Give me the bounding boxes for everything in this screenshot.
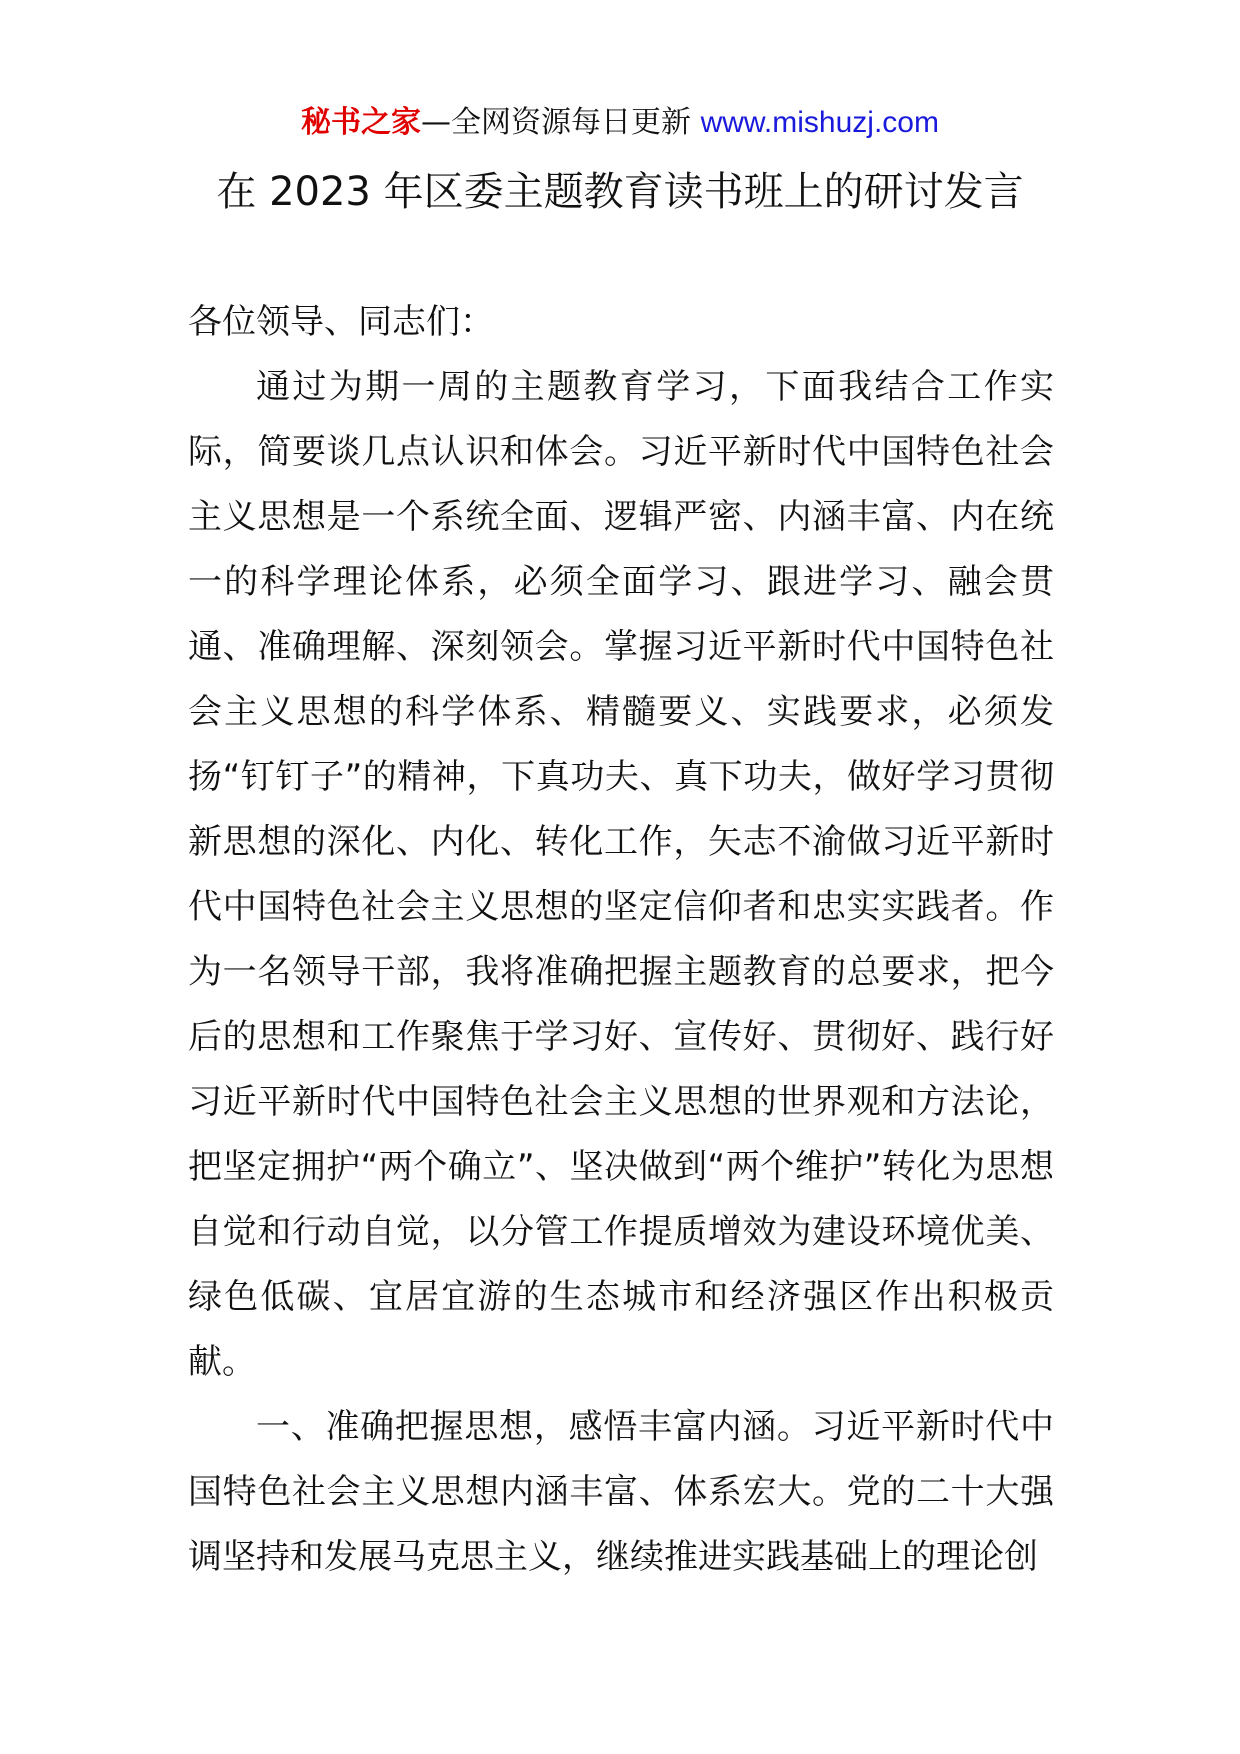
document-title: 在 2023 年区委主题教育读书班上的研讨发言 [216,169,1024,215]
brand-name: 秘书之家 [301,105,422,140]
section-1-heading: 一、准确把握思想，感悟丰富内涵。 [256,1407,812,1447]
paragraph-section-1 [188,1395,1054,1590]
paragraph-intro: 通过为期一周的主题教育学习，下面我结合工作实际，简要谈几点认识和体会。习近平新时代中国特色社会主义思想是一个系统全面、逻辑严密、内涵丰富、内在统一的科学理论体系，必须全面学习、跟进学习、融会贯通、准确理解、深刻领会。掌握习近平新时代中国特色社会主义思想的科学体系、精髓要义、实践要求，必须发扬“钉钉子”的精神，下真功夫、真下功夫，做好学习贯彻新思想的深化、内化、转化工作，矢志不渝做习近平新时代中国特色社会主义思想的坚定信仰者和忠实实践者。作为一名领导干部，我将准确把握主题教育的总要求，把今后的思想和工作聚焦于学习好、宣传好、贯彻好、践行好习近平新时代中国特色社会主义思想的世界观和方法论，把坚定拥护“两个确立”、坚决做到“两个维护”转化为思想自觉和行动自觉，以分管工作提质增效为建设环境优美、绿色低碳、宜居宜游的生态城市和经济强区作出积极贡献。 [188,367,1054,1382]
header-slogan: —全网资源每日更新 [421,105,701,140]
site-url-link[interactable]: www.mishuzj.com [700,106,939,139]
site-header [0,100,1240,146]
document-body [188,290,1054,1590]
section-1-text: 习近平新时代中国特色社会主义思想内涵丰富、体系宏大。党的二十大强调坚持和发展马克思主义，继续推进实践基础上的理论创 [188,1407,1055,1577]
salutation: 各位领导、同志们： [188,302,494,342]
